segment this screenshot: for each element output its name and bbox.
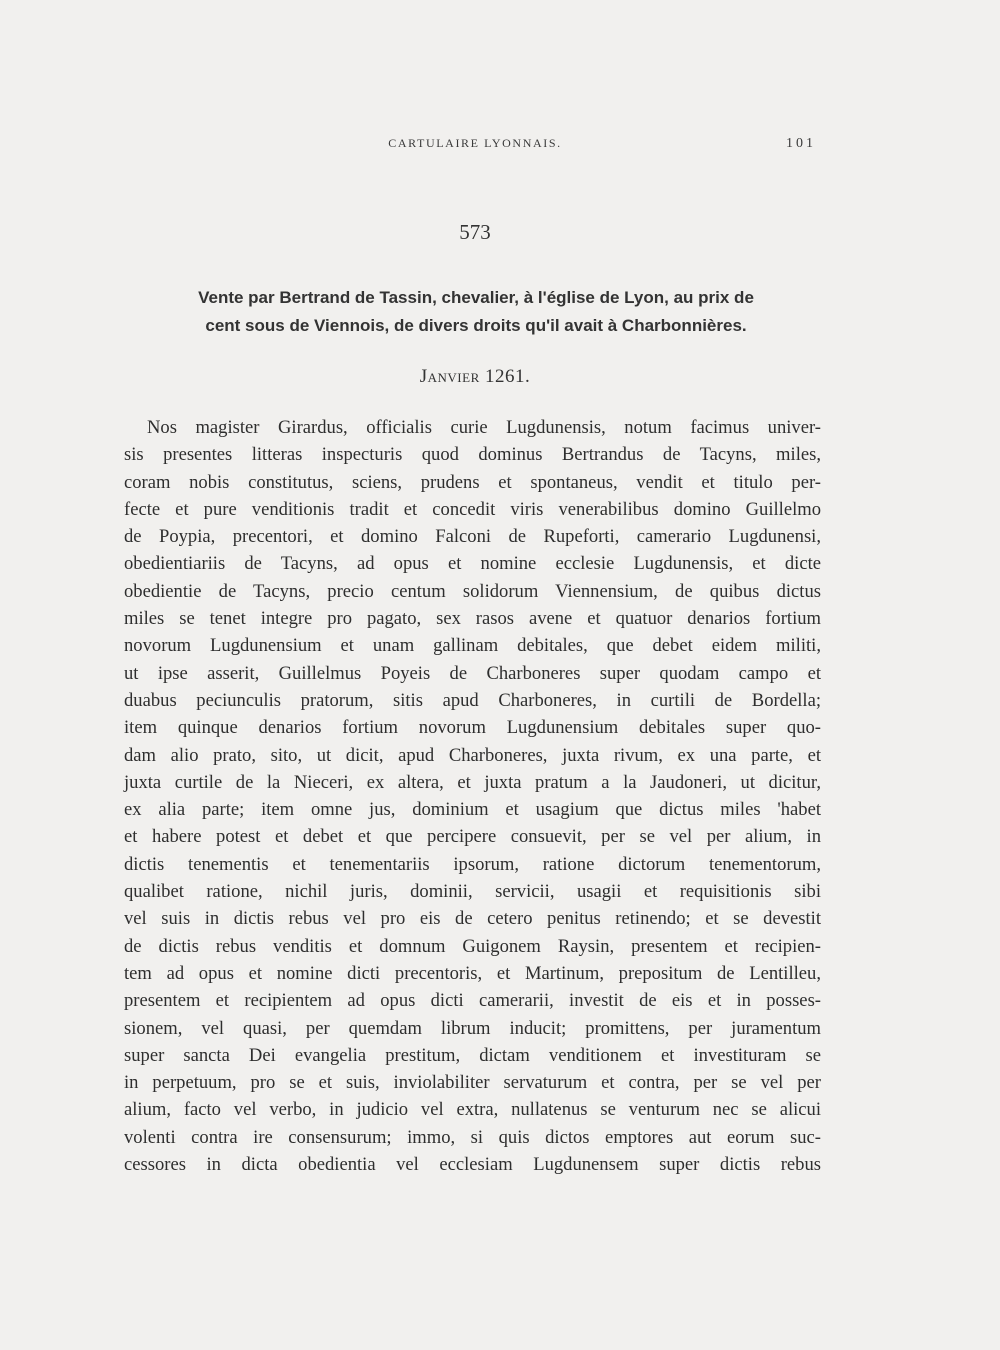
- text-line: presentem et recipientem ad opus dicti camerarii, investit de eis et in posses-: [124, 990, 821, 1012]
- text-line: sis presentes litteras inspecturis quod dominus Bertrandus de Tacyns, miles,: [124, 444, 821, 466]
- text-line: item quinque denarios fortium novorum Lugdunensium debitales super quo-: [124, 717, 821, 739]
- document-summary: [135, 284, 817, 340]
- text-line: coram nobis constitutus, sciens, prudens et spontaneus, vendit et titulo per-: [124, 471, 821, 493]
- summary-line: Vente par Bertrand de Tassin, chevalier, à l'église de Lyon, au prix de: [198, 288, 754, 307]
- running-title: CARTULAIRE LYONNAIS.: [388, 136, 562, 150]
- text-line: de Poypia, precentori, et domino Falconi de Rupeforti, camerario Lugdunensi,: [124, 526, 821, 548]
- text-line: volenti contra ire consensurum; immo, si quis dictos emptores aut eorum suc-: [124, 1126, 821, 1148]
- date-year: 1261.: [479, 366, 531, 387]
- text-line: de dictis rebus venditis et domnum Guigonem Raysin, presentem et recipien-: [124, 935, 821, 957]
- text-line: tem ad opus et nomine dicti precentoris, et Martinum, prepositum de Lentilleu,: [124, 962, 821, 984]
- text-line: miles se tenet integre pro pagato, sex rasos avene et quatuor denarios fortium: [124, 608, 821, 630]
- date-initial: J: [419, 366, 428, 387]
- text-line: qualibet ratione, nichil juris, dominii, servicii, usagii et requisitionis sibi: [124, 881, 821, 903]
- text-line: dam alio prato, sito, ut dicit, apud Charboneres, juxta rivum, ex una parte, et: [124, 744, 821, 766]
- text-line: dictis tenementis et tenementariis ipsorum, ratione dictorum tenementorum,: [124, 853, 821, 875]
- text-line: novorum Lugdunensium et unam gallinam debitales, que debet eidem militi,: [124, 635, 821, 657]
- running-head: [0, 136, 1000, 156]
- text-line: duabus peciunculis pratorum, sitis apud Charboneres, in curtili de Bordella;: [124, 689, 821, 711]
- charter-text: [124, 414, 821, 1178]
- text-line: obedientiariis de Tacyns, ad opus et nomine ecclesie Lugdunensis, et dicte: [124, 553, 821, 575]
- text-line: juxta curtile de la Nieceri, ex altera, et juxta pratum a la Jaudoneri, ut dicitur,: [124, 771, 821, 793]
- summary-line: cent sous de Viennois, de divers droits qu'il avait à Charbonnières.: [205, 316, 747, 335]
- text-line: sionem, vel quasi, per quemdam librum inducit; promittens, per juramentum: [124, 1017, 821, 1039]
- text-line: et habere potest et debet et que percipere consuevit, per se vel per alium, in: [124, 826, 821, 848]
- document-date: [0, 366, 950, 388]
- text-line: super sancta Dei evangelia prestitum, dictam venditionem et investituram se: [124, 1044, 821, 1066]
- text-line: vel suis in dictis rebus vel pro eis de cetero penitus retinendo; et se devestit: [124, 908, 821, 930]
- text-line: fecte et pure venditionis tradit et concedit viris venerabilibus domino Guillelmo: [124, 498, 821, 520]
- text-line: ex alia parte; item omne jus, dominium et usagium que dictus miles 'habet: [124, 799, 821, 821]
- document-number: 573: [459, 220, 491, 244]
- text-line: ut ipse asserit, Guillelmus Poyeis de Charboneres super quodam campo et: [124, 662, 821, 684]
- text-line: in perpetuum, pro se et suis, inviolabiliter servaturum et contra, per se vel per: [124, 1072, 821, 1094]
- text-line: Nos magister Girardus, officialis curie Lugdunensis, notum facimus univer-: [147, 417, 821, 438]
- date-month: anvier: [427, 366, 480, 387]
- text-line: alium, facto vel verbo, in judicio vel extra, nullatenus se venturum nec se alicui: [124, 1099, 821, 1121]
- page-number: 101: [786, 136, 816, 151]
- text-line: cessores in dicta obedientia vel ecclesiam Lugdunensem super dictis rebus: [124, 1154, 821, 1176]
- text-line: obedientie de Tacyns, precio centum solidorum Viennensium, de quibus dictus: [124, 580, 821, 602]
